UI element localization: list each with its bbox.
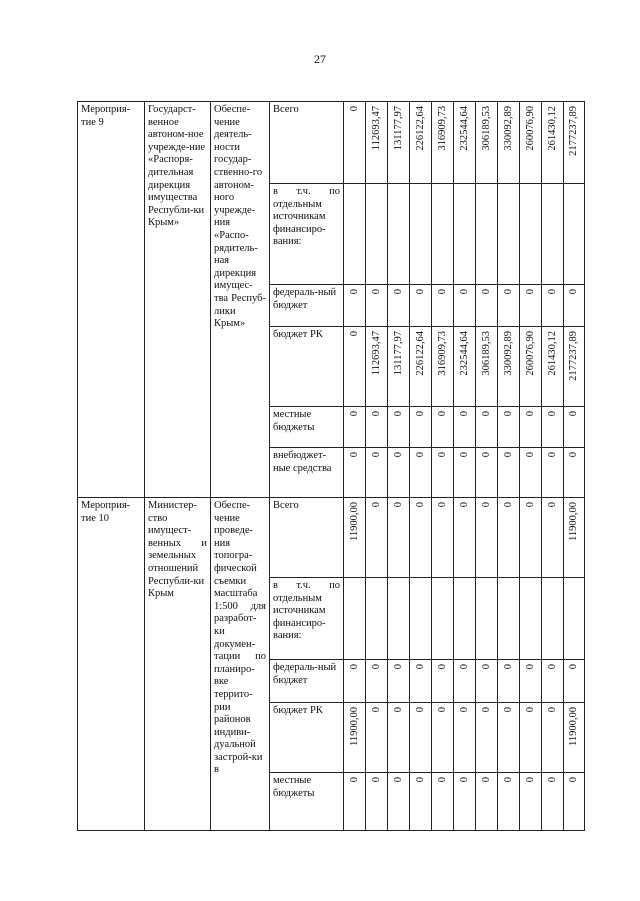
amount-cell <box>432 703 454 773</box>
amount-cell <box>344 102 366 184</box>
amount-cell <box>366 660 388 703</box>
amount-value: 0 <box>458 289 470 295</box>
amount-cell <box>498 660 520 703</box>
amount-value: 0 <box>458 707 470 713</box>
amount-value: 0 <box>370 289 382 295</box>
funding-source-text: в т.ч. по отдельным источникам финансиро-вания: <box>273 186 340 248</box>
amount-cell <box>454 184 476 285</box>
amount-value: 0 <box>392 289 404 295</box>
amount-cell <box>410 407 432 448</box>
funding-source-text: бюджет РК <box>273 705 323 716</box>
amount-cell <box>366 498 388 578</box>
amount-cell <box>432 660 454 703</box>
budget-table <box>77 101 585 831</box>
amount-cell <box>388 660 410 703</box>
amount-value: 0 <box>436 289 448 295</box>
measure-executor-text: Государст-венное автоном-ное учрежде-ние «Распоря-дительная дирекция имущества Республи-ки Крым» <box>148 104 206 229</box>
amount-cell <box>498 184 520 285</box>
amount-cell <box>454 498 476 578</box>
amount-value: 0 <box>524 777 536 783</box>
amount-value: 0 <box>568 777 579 783</box>
amount-value: 0 <box>458 777 470 783</box>
amount-value: 330092,89 <box>502 106 514 151</box>
amount-cell <box>454 578 476 660</box>
table-row <box>78 102 585 184</box>
amount-value: 11900,00 <box>348 502 360 541</box>
amount-cell <box>388 102 410 184</box>
amount-cell <box>388 498 410 578</box>
amount-cell <box>432 184 454 285</box>
amount-value: 306189,53 <box>480 106 492 151</box>
amount-cell <box>366 184 388 285</box>
amount-value: 0 <box>436 707 448 713</box>
amount-cell <box>498 285 520 327</box>
funding-source-text: Всего <box>273 104 299 115</box>
amount-cell <box>388 773 410 831</box>
amount-cell <box>366 578 388 660</box>
amount-value: 232544,64 <box>458 106 470 151</box>
amount-cell <box>542 285 564 327</box>
amount-value: 0 <box>458 411 470 417</box>
amount-cell <box>564 285 585 327</box>
amount-value: 11900,00 <box>348 707 360 746</box>
amount-cell <box>542 703 564 773</box>
measure-name-text: Мероприя-тие 9 <box>81 104 131 128</box>
amount-value: 0 <box>370 502 382 508</box>
amount-value: 0 <box>370 777 382 783</box>
amount-cell <box>410 327 432 407</box>
amount-value: 232544,64 <box>458 331 470 376</box>
amount-value: 0 <box>502 777 514 783</box>
amount-cell <box>542 448 564 498</box>
amount-value: 0 <box>546 777 558 783</box>
funding-source-label <box>270 448 344 498</box>
amount-cell <box>454 660 476 703</box>
amount-cell <box>344 184 366 285</box>
amount-cell <box>542 578 564 660</box>
amount-value: 226122,64 <box>414 331 426 376</box>
amount-value: 0 <box>392 707 404 713</box>
amount-cell <box>520 327 542 407</box>
amount-cell <box>498 773 520 831</box>
amount-cell <box>454 773 476 831</box>
amount-value: 0 <box>546 502 558 508</box>
amount-cell <box>542 327 564 407</box>
amount-value: 0 <box>348 331 360 337</box>
amount-cell <box>476 498 498 578</box>
amount-value: 0 <box>414 452 426 458</box>
amount-cell <box>476 773 498 831</box>
amount-cell <box>454 102 476 184</box>
amount-cell <box>454 327 476 407</box>
amount-cell <box>410 102 432 184</box>
amount-value: 112693,47 <box>370 331 382 376</box>
amount-value: 0 <box>370 664 382 670</box>
funding-source-text: местные бюджеты <box>273 409 315 433</box>
amount-cell <box>520 285 542 327</box>
amount-cell <box>344 498 366 578</box>
amount-value: 0 <box>348 411 360 417</box>
funding-source-text: внебюджет-ные средства <box>273 450 332 474</box>
amount-value: 0 <box>568 289 579 295</box>
amount-cell <box>366 703 388 773</box>
amount-cell <box>344 448 366 498</box>
amount-cell <box>366 285 388 327</box>
amount-cell <box>388 703 410 773</box>
amount-cell <box>498 102 520 184</box>
amount-value: 0 <box>458 502 470 508</box>
amount-cell <box>366 448 388 498</box>
amount-cell <box>520 660 542 703</box>
amount-cell <box>410 703 432 773</box>
amount-cell <box>388 578 410 660</box>
amount-cell <box>564 407 585 448</box>
funding-source-text: местные бюджеты <box>273 775 315 799</box>
funding-source-label <box>270 578 344 660</box>
amount-cell <box>476 327 498 407</box>
amount-cell <box>410 660 432 703</box>
amount-value: 306189,53 <box>480 331 492 376</box>
amount-cell <box>564 498 585 578</box>
amount-cell <box>454 703 476 773</box>
funding-source-label <box>270 498 344 578</box>
amount-value: 0 <box>502 707 514 713</box>
amount-cell <box>366 773 388 831</box>
amount-cell <box>388 285 410 327</box>
funding-source-label <box>270 703 344 773</box>
page-number: 27 <box>314 52 326 66</box>
amount-cell <box>564 773 585 831</box>
amount-cell <box>564 327 585 407</box>
amount-cell <box>344 285 366 327</box>
amount-value: 226122,64 <box>414 106 426 151</box>
amount-value: 0 <box>414 502 426 508</box>
amount-cell <box>520 448 542 498</box>
amount-value: 0 <box>370 452 382 458</box>
funding-source-text: федераль-ный бюджет <box>273 662 337 686</box>
amount-cell <box>366 407 388 448</box>
amount-value: 0 <box>502 664 514 670</box>
amount-cell <box>564 102 585 184</box>
amount-cell <box>366 327 388 407</box>
amount-cell <box>432 407 454 448</box>
amount-cell <box>366 102 388 184</box>
amount-cell <box>476 102 498 184</box>
amount-value: 0 <box>524 707 536 713</box>
amount-value: 0 <box>392 777 404 783</box>
amount-value: 11900,00 <box>568 502 579 541</box>
funding-source-label <box>270 184 344 285</box>
amount-value: 0 <box>546 289 558 295</box>
amount-value: 0 <box>414 777 426 783</box>
amount-value: 0 <box>546 707 558 713</box>
amount-value: 260076,90 <box>524 331 536 376</box>
amount-cell <box>454 448 476 498</box>
amount-value: 0 <box>414 707 426 713</box>
amount-cell <box>410 773 432 831</box>
amount-cell <box>542 498 564 578</box>
amount-value: 0 <box>392 664 404 670</box>
measure-executor-text: Министер-ство имущест-венных и земельных отношений Республи-ки Крым <box>148 500 207 600</box>
amount-cell <box>498 578 520 660</box>
amount-value: 0 <box>524 411 536 417</box>
amount-value: 0 <box>370 411 382 417</box>
amount-value: 0 <box>524 289 536 295</box>
amount-value: 0 <box>524 452 536 458</box>
amount-cell <box>564 578 585 660</box>
amount-cell <box>476 184 498 285</box>
measure-name <box>78 498 145 831</box>
amount-value: 0 <box>392 452 404 458</box>
amount-cell <box>432 578 454 660</box>
funding-source-text: федераль-ный бюджет <box>273 287 337 311</box>
amount-cell <box>388 448 410 498</box>
funding-source-label <box>270 773 344 831</box>
amount-value: 0 <box>502 289 514 295</box>
amount-value: 0 <box>348 452 360 458</box>
amount-cell <box>432 448 454 498</box>
amount-value: 261430,12 <box>546 106 558 151</box>
amount-cell <box>498 407 520 448</box>
measure-executor <box>145 102 211 498</box>
amount-cell <box>454 407 476 448</box>
amount-value: 0 <box>502 502 514 508</box>
amount-cell <box>344 660 366 703</box>
measure-executor <box>145 498 211 831</box>
amount-cell <box>344 407 366 448</box>
amount-value: 112693,47 <box>370 106 382 151</box>
funding-source-label <box>270 285 344 327</box>
amount-value: 0 <box>480 777 492 783</box>
measure-name <box>78 102 145 498</box>
amount-value: 11900,00 <box>568 707 579 746</box>
amount-value: 316909,73 <box>436 106 448 151</box>
amount-cell <box>520 102 542 184</box>
measure-description-text: Обеспе-чение проведе-ния топогра-фической съемки масштаба 1:500 для разработ-ки докумен-тации по планиро-вке террито-рии районов индиви-дуальной застрой-ки в <box>214 500 266 776</box>
amount-cell <box>476 660 498 703</box>
amount-cell <box>410 448 432 498</box>
amount-cell <box>476 703 498 773</box>
amount-value: 0 <box>480 707 492 713</box>
amount-cell <box>344 578 366 660</box>
amount-value: 0 <box>436 664 448 670</box>
funding-source-label <box>270 407 344 448</box>
funding-source-text: в т.ч. по отдельным источникам финансиро-вания: <box>273 580 340 642</box>
amount-cell <box>542 660 564 703</box>
amount-cell <box>476 285 498 327</box>
amount-value: 0 <box>480 411 492 417</box>
amount-value: 0 <box>348 777 360 783</box>
amount-cell <box>476 448 498 498</box>
amount-cell <box>520 498 542 578</box>
amount-value: 131177,97 <box>392 106 404 151</box>
amount-value: 0 <box>414 411 426 417</box>
amount-cell <box>498 327 520 407</box>
amount-cell <box>564 703 585 773</box>
amount-cell <box>520 703 542 773</box>
measure-description <box>211 498 270 831</box>
amount-cell <box>410 578 432 660</box>
amount-value: 330092,89 <box>502 331 514 376</box>
amount-value: 0 <box>414 664 426 670</box>
amount-value: 0 <box>436 777 448 783</box>
amount-cell <box>542 102 564 184</box>
funding-source-text: Всего <box>273 500 299 511</box>
amount-value: 0 <box>480 289 492 295</box>
measure-description <box>211 102 270 498</box>
amount-cell <box>410 184 432 285</box>
amount-value: 0 <box>436 452 448 458</box>
amount-value: 0 <box>480 452 492 458</box>
amount-value: 0 <box>348 289 360 295</box>
amount-value: 0 <box>414 289 426 295</box>
amount-cell <box>344 773 366 831</box>
funding-source-label <box>270 102 344 184</box>
amount-cell <box>542 407 564 448</box>
amount-cell <box>520 578 542 660</box>
amount-value: 0 <box>568 411 579 417</box>
amount-cell <box>432 498 454 578</box>
amount-value: 0 <box>348 106 360 112</box>
funding-source-label <box>270 327 344 407</box>
amount-value: 2177237,89 <box>568 106 579 156</box>
amount-cell <box>432 773 454 831</box>
amount-value: 0 <box>524 502 536 508</box>
amount-cell <box>542 773 564 831</box>
amount-cell <box>564 660 585 703</box>
amount-cell <box>432 285 454 327</box>
funding-source-label <box>270 660 344 703</box>
amount-value: 0 <box>458 664 470 670</box>
amount-cell <box>520 184 542 285</box>
amount-value: 0 <box>392 411 404 417</box>
amount-value: 0 <box>568 452 579 458</box>
measure-description-text: Обеспе-чение деятель-ности государ-ственно-го автоном-ного учрежде-ния «Распо-рядитель-ная дирекция имущес-тва Респуб-лики Крым» <box>214 104 266 330</box>
funding-source-text: бюджет РК <box>273 329 323 340</box>
amount-cell <box>520 407 542 448</box>
amount-value: 0 <box>370 707 382 713</box>
amount-cell <box>498 498 520 578</box>
amount-cell <box>476 407 498 448</box>
amount-cell <box>432 327 454 407</box>
amount-cell <box>388 407 410 448</box>
amount-value: 261430,12 <box>546 331 558 376</box>
amount-cell <box>564 448 585 498</box>
amount-cell <box>410 498 432 578</box>
amount-cell <box>498 448 520 498</box>
amount-value: 2177237,89 <box>568 331 579 381</box>
amount-value: 0 <box>392 502 404 508</box>
amount-cell <box>344 327 366 407</box>
amount-cell <box>564 184 585 285</box>
amount-cell <box>454 285 476 327</box>
measure-name-text: Мероприя-тие 10 <box>81 500 131 524</box>
amount-cell <box>542 184 564 285</box>
amount-value: 0 <box>546 664 558 670</box>
amount-value: 0 <box>480 664 492 670</box>
amount-value: 0 <box>546 452 558 458</box>
amount-value: 316909,73 <box>436 331 448 376</box>
amount-value: 0 <box>348 664 360 670</box>
amount-value: 0 <box>436 411 448 417</box>
amount-value: 0 <box>524 664 536 670</box>
amount-cell <box>476 578 498 660</box>
amount-cell <box>410 285 432 327</box>
amount-value: 0 <box>568 664 579 670</box>
amount-value: 0 <box>480 502 492 508</box>
amount-value: 0 <box>502 452 514 458</box>
amount-value: 0 <box>458 452 470 458</box>
amount-cell <box>520 773 542 831</box>
amount-value: 260076,90 <box>524 106 536 151</box>
amount-cell <box>432 102 454 184</box>
amount-value: 131177,97 <box>392 331 404 376</box>
amount-value: 0 <box>502 411 514 417</box>
amount-cell <box>388 327 410 407</box>
amount-value: 0 <box>546 411 558 417</box>
amount-cell <box>344 703 366 773</box>
amount-cell <box>498 703 520 773</box>
amount-cell <box>388 184 410 285</box>
table-row <box>78 498 585 578</box>
amount-value: 0 <box>436 502 448 508</box>
